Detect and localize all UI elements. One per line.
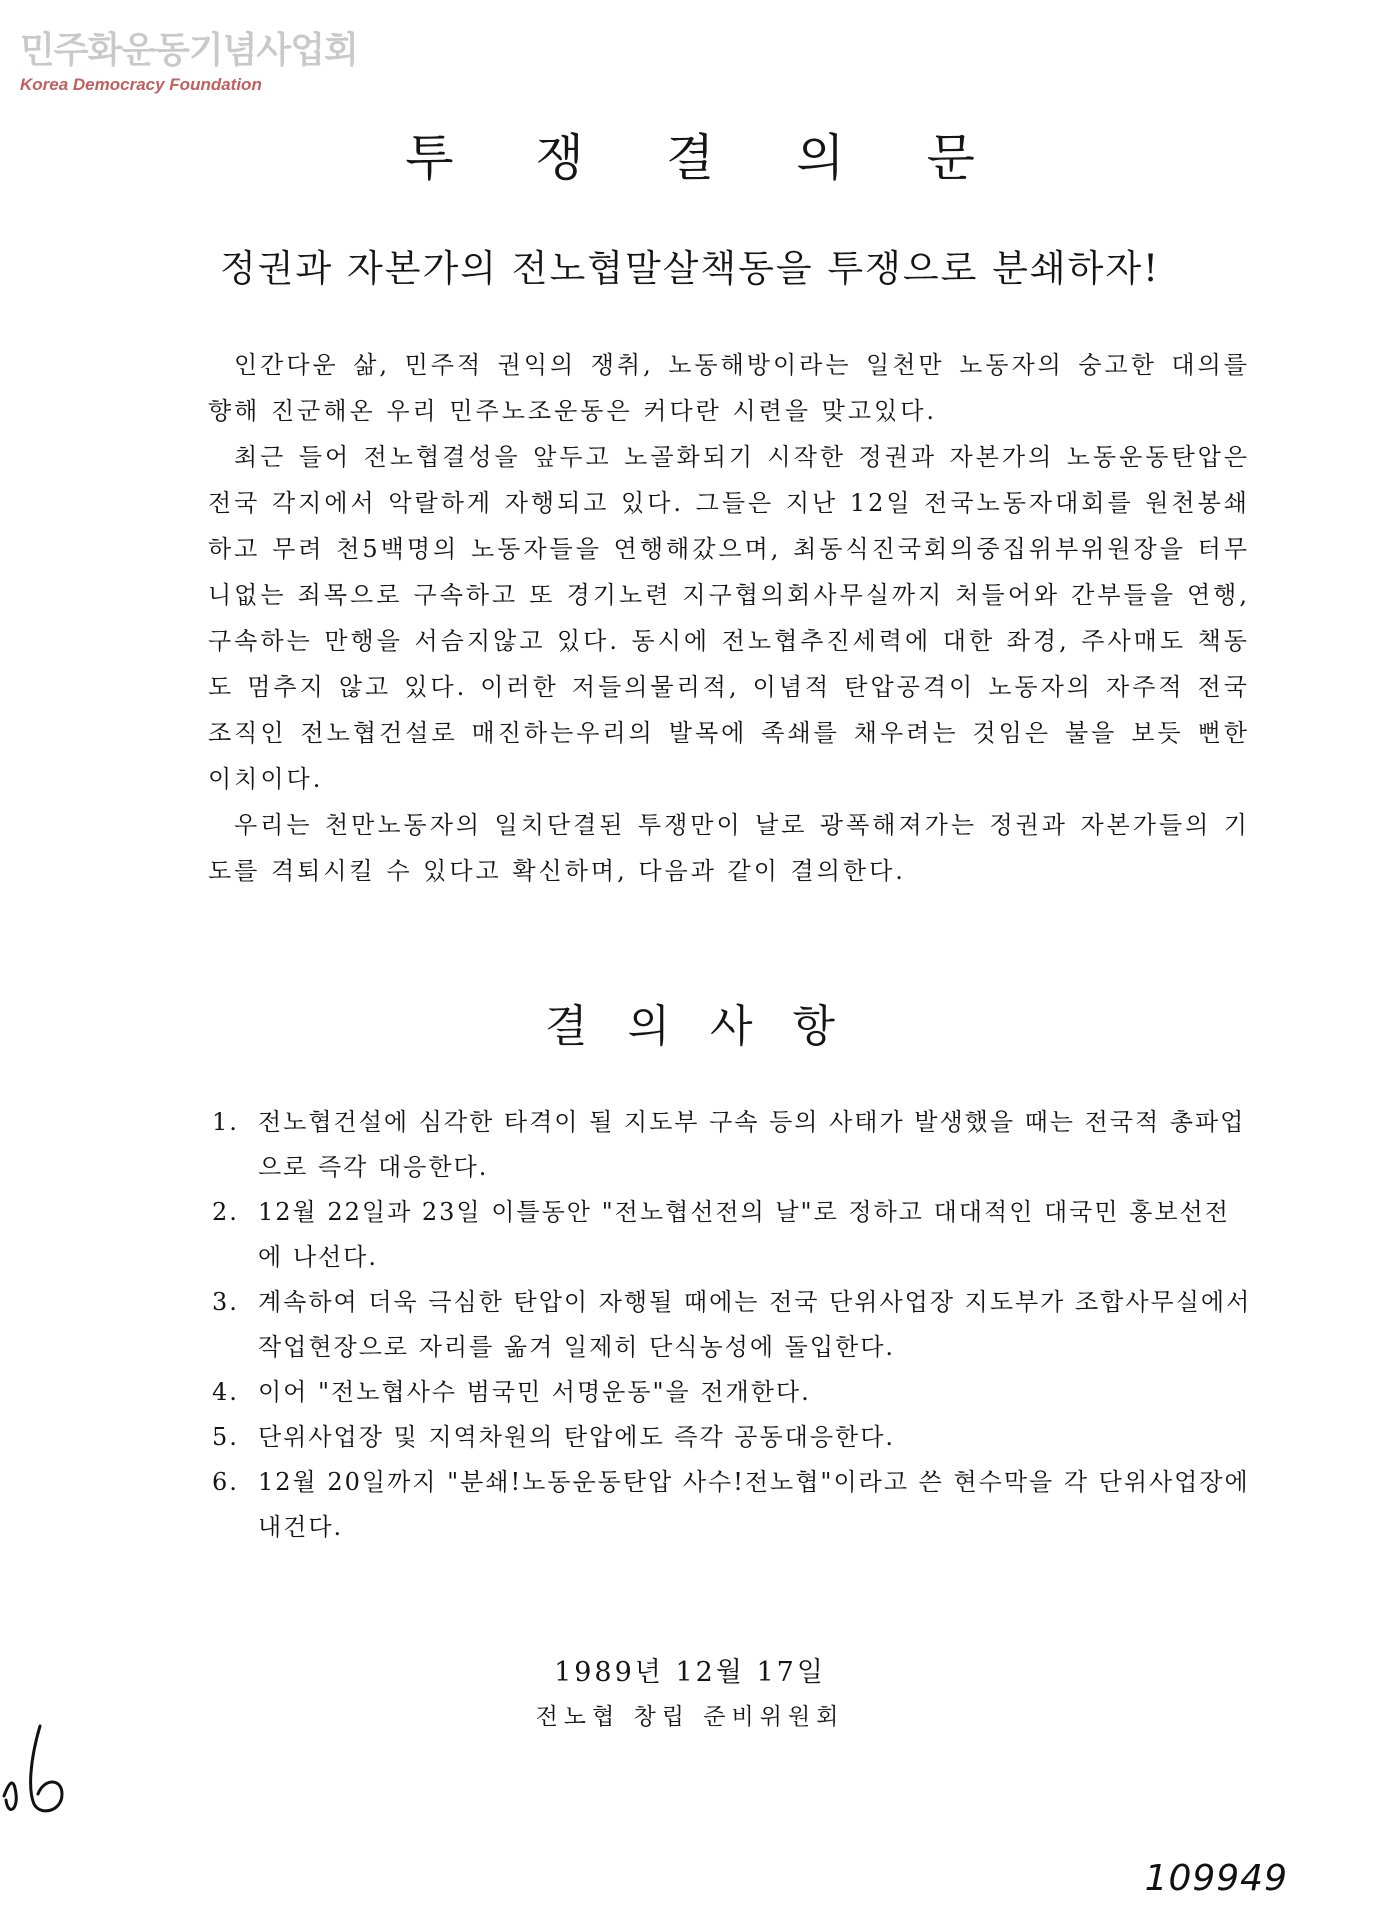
logo-korean-text: 민주화운동기념사업회: [20, 30, 358, 71]
resolution-text: 이어 "전노협사수 범국민 서명운동"을 전개한다.: [258, 1378, 811, 1406]
logo-english-text: Korea Democracy Foundation: [20, 75, 262, 94]
issuing-organization: 전노협 창립 준비위원회: [535, 1704, 845, 1730]
resolution-text: 계속하여 더욱 극심한 탄압이 자행될 때에는 전국 단위사업장 지도부가 조합사무실에서 작업현장으로 자리를 옮겨 일제히 단식농성에 돌입한다.: [258, 1288, 1252, 1361]
foundation-logo: [20, 22, 358, 95]
resolution-number: 5.: [212, 1423, 239, 1451]
archive-number: 109949: [1144, 1858, 1288, 1899]
section-title: 결의사항: [544, 1001, 875, 1052]
handwritten-mark-icon: [0, 1720, 90, 1830]
paragraph: 최근 들어 전노협결성을 앞두고 노골화되기 시작한 정권과 자본가의 노동운동탄압은 전국 각지에서 악랄하게 자행되고 있다. 그들은 지난 12일 전국노동자대회를 원천봉쇄하고 무려 천5백명의 노동자들을 연행해갔으며, 최동식진국회의중집위부위원장을 터무니없는 죄목으로 구속하고 또 경기노련 지구협의회사무실까지 처들어와 간부들을 연행, 구속하는 만행을 서슴지않고 있다. 동시에 전노협추진세력에 대한 좌경, 주사매도 책동도 멈추지 않고 있다. 이러한 저들의물리적, 이념적 탄압공격이 노동자의 자주적 전국조직인 전노협건설로 매진하는우리의 발목에 족쇄를 채우려는 것임은 불을 보듯 뻔한 이치이다.: [208, 443, 1250, 793]
list-item: [212, 1280, 1252, 1370]
resolution-number: 2.: [212, 1198, 239, 1226]
paragraph: 인간다운 삶, 민주적 권익의 쟁취, 노동해방이라는 일천만 노동자의 숭고한 대의를 향해 진군해온 우리 민주노조운동은 커다란 시련을 맞고있다.: [208, 351, 1250, 425]
paragraph: 우리는 천만노동자의 일치단결된 투쟁만이 날로 광폭해져가는 정권과 자본가들의 기도를 격퇴시킬 수 있다고 확신하며, 다음과 같이 결의한다.: [208, 811, 1250, 885]
document-date: 1989년 12월 17일: [554, 1657, 826, 1688]
resolution-number: 6.: [212, 1468, 239, 1496]
resolution-text: 전노협건설에 심각한 타격이 될 지도부 구속 등의 사태가 발생했을 때는 전국적 총파업으로 즉각 대응한다.: [258, 1108, 1246, 1181]
resolution-text: 12월 20일까지 "분쇄!노동운동탄압 사수!전노협"이라고 쓴 현수막을 각 단위사업장에 내건다.: [258, 1468, 1250, 1541]
resolution-number: 4.: [212, 1378, 239, 1406]
document-title: 투쟁결의문: [405, 129, 1057, 187]
resolution-number: 1.: [212, 1108, 239, 1136]
document-subtitle: 정권과 자본가의 전노협말살책동을 투쟁으로 분쇄하자!: [220, 247, 1160, 290]
body-text: [208, 342, 1250, 894]
list-item: [212, 1370, 1252, 1415]
list-item: [212, 1460, 1252, 1550]
resolution-number: 3.: [212, 1288, 239, 1316]
list-item: [212, 1415, 1252, 1460]
resolutions-list: [212, 1100, 1252, 1550]
list-item: [212, 1190, 1252, 1280]
list-item: [212, 1100, 1252, 1190]
resolution-text: 단위사업장 및 지역차원의 탄압에도 즉각 공동대응한다.: [258, 1423, 896, 1451]
resolution-text: 12월 22일과 23일 이틀동안 "전노협선전의 날"로 정하고 대대적인 대국민 홍보선전에 나선다.: [258, 1198, 1230, 1271]
